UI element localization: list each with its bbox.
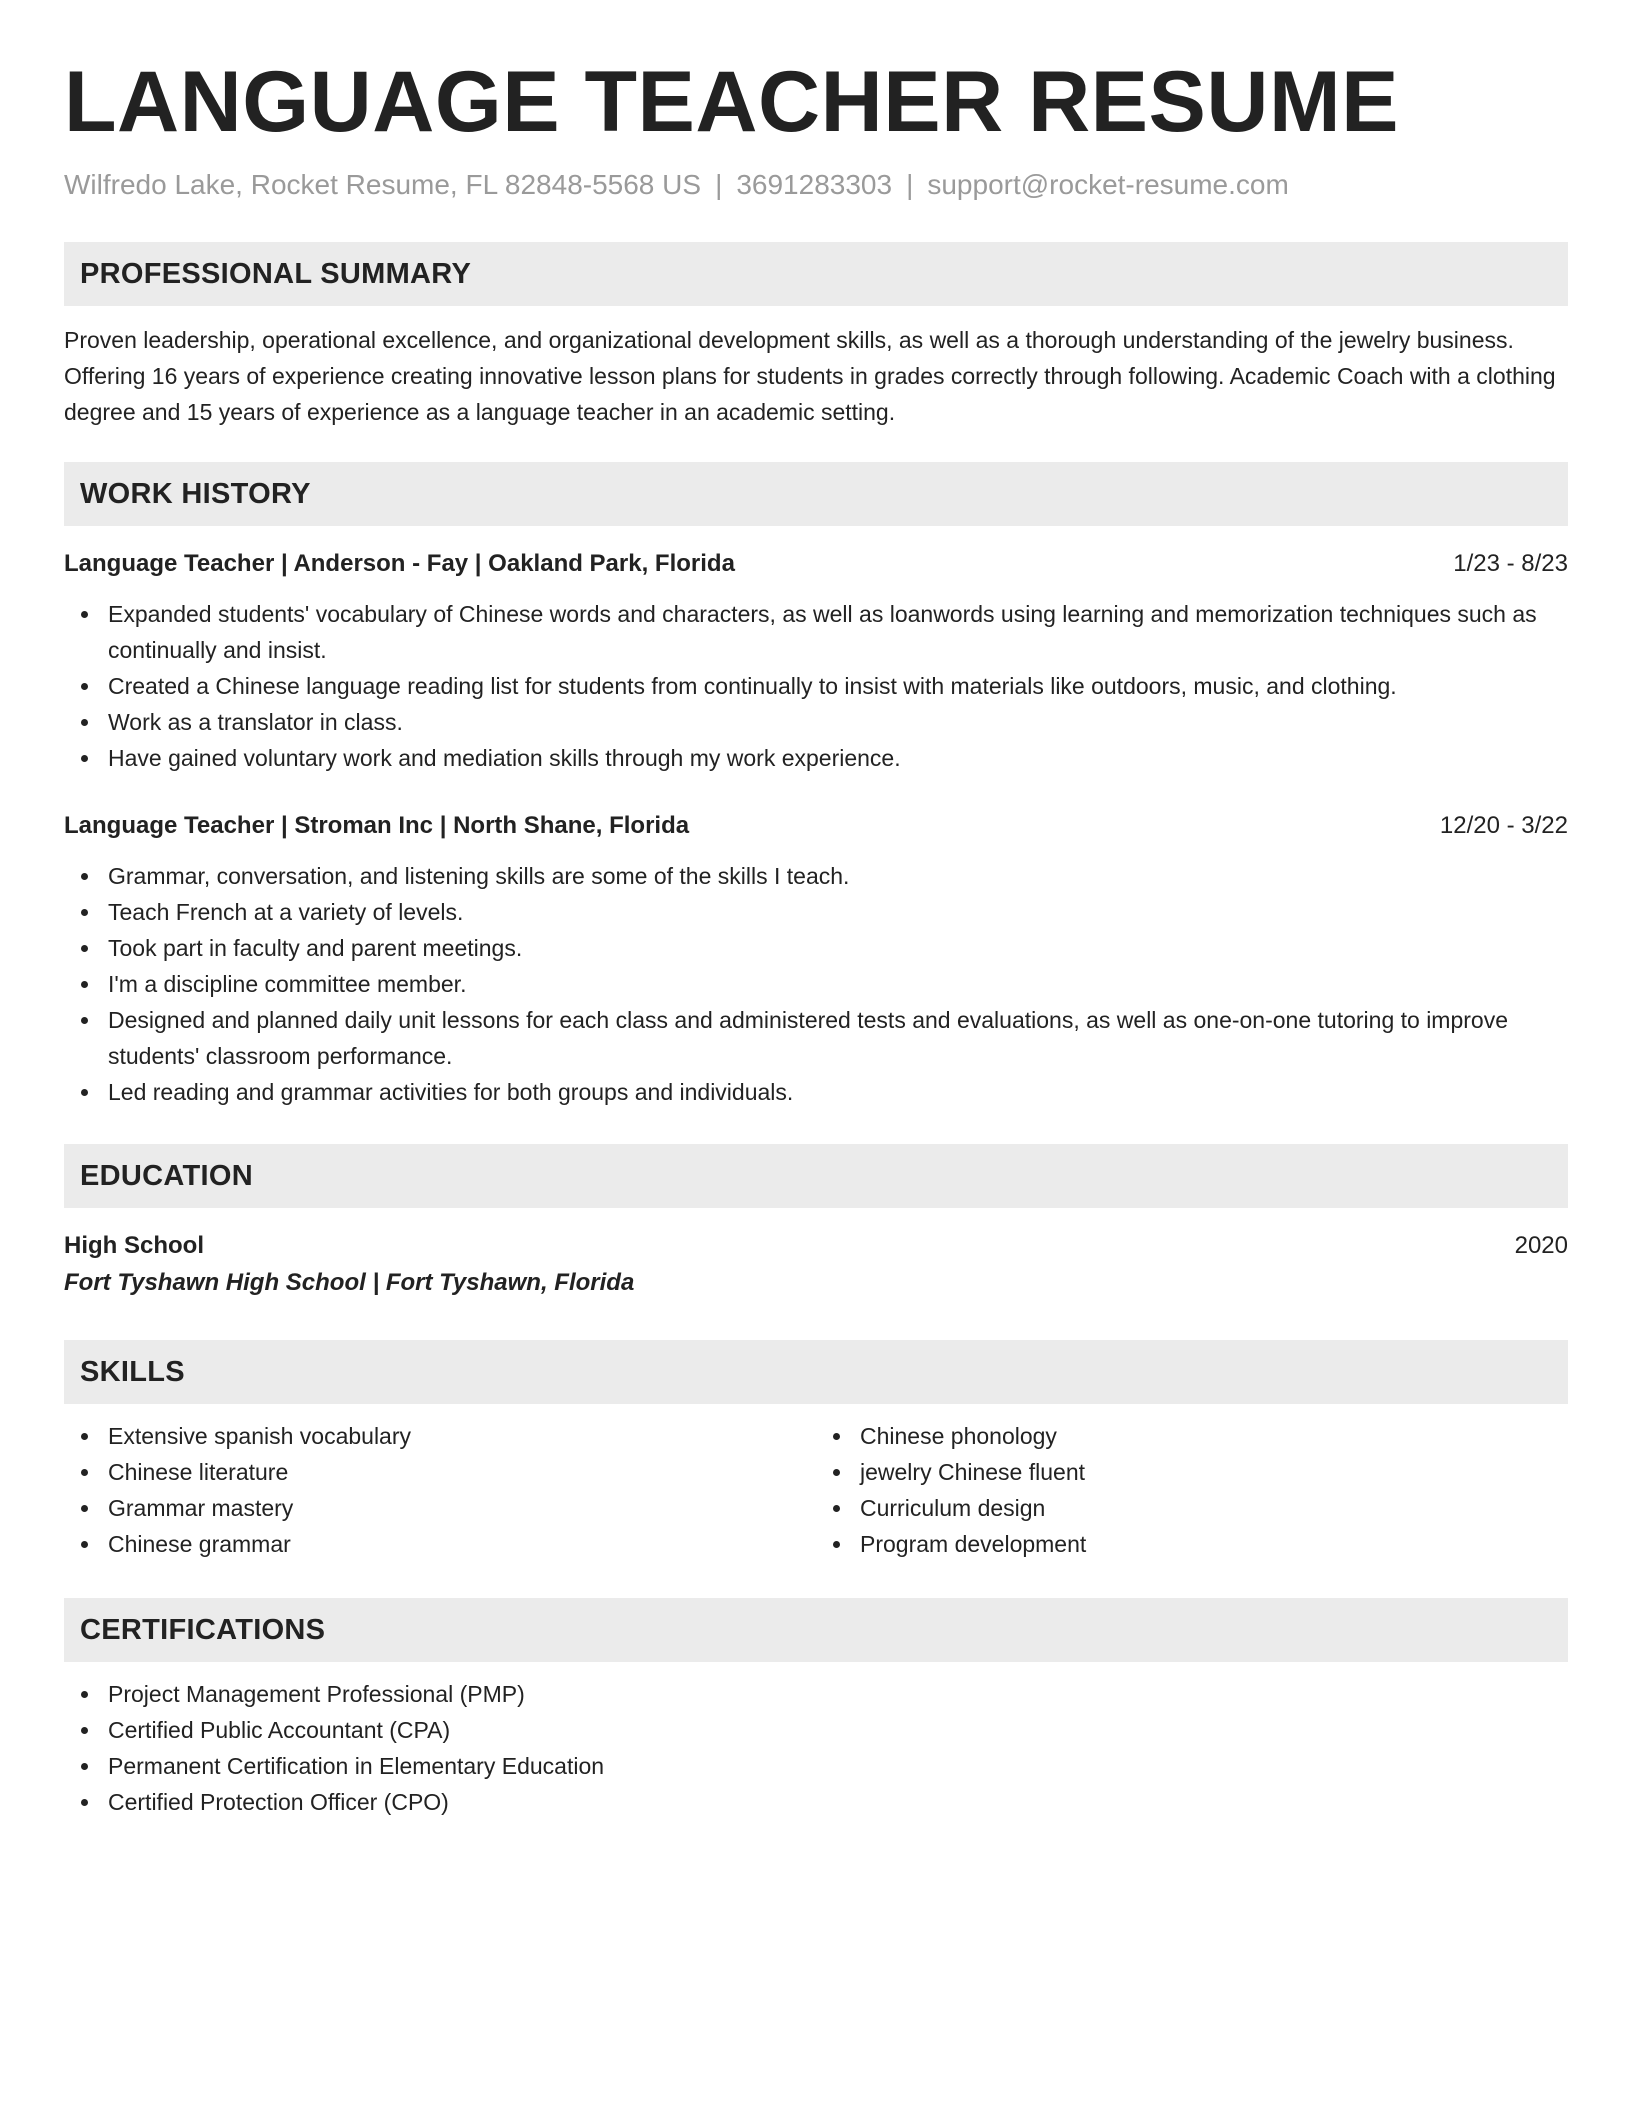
- certification-item: Project Management Professional (PMP): [64, 1676, 1568, 1712]
- skill-item: Chinese grammar: [64, 1526, 816, 1562]
- education-section: [64, 1144, 1568, 1302]
- job-bullet: Designed and planned daily unit lessons for each class and administered tests and evaluations, as well as one-on-one tutoring to improve students' classroom performance.: [64, 1002, 1568, 1074]
- contact-email: support@rocket-resume.com: [927, 169, 1289, 200]
- skills-column-left: [64, 1418, 816, 1562]
- contact-separator: |: [906, 169, 914, 200]
- certification-item: Certified Protection Officer (CPO): [64, 1784, 1568, 1820]
- job-bullet: Work as a translator in class.: [64, 704, 1568, 740]
- certifications-section: [64, 1598, 1568, 1820]
- skills-section: [64, 1340, 1568, 1562]
- skills-column-right: [816, 1418, 1568, 1562]
- job-entry: [64, 808, 1568, 1110]
- skill-item: Program development: [816, 1526, 1568, 1562]
- skill-item: Extensive spanish vocabulary: [64, 1418, 816, 1454]
- job-bullet: I'm a discipline committee member.: [64, 966, 1568, 1002]
- certifications-heading: CERTIFICATIONS: [64, 1598, 1568, 1662]
- skill-item: jewelry Chinese fluent: [816, 1454, 1568, 1490]
- education-entry: [64, 1228, 1568, 1302]
- job-title: Language Teacher | Anderson - Fay | Oakland Park, Florida: [64, 550, 735, 577]
- education-header: [64, 1228, 1568, 1264]
- certification-item: Certified Public Accountant (CPA): [64, 1712, 1568, 1748]
- education-degree: High School: [64, 1232, 204, 1259]
- job-bullet: Teach French at a variety of levels.: [64, 894, 1568, 930]
- certification-item: Permanent Certification in Elementary Education: [64, 1748, 1568, 1784]
- work-history-heading: WORK HISTORY: [64, 462, 1568, 526]
- summary-section: [64, 242, 1568, 430]
- job-bullet: Took part in faculty and parent meetings.: [64, 930, 1568, 966]
- job-dates: 12/20 - 3/22: [1439, 812, 1568, 839]
- job-bullet: Led reading and grammar activities for both groups and individuals.: [64, 1074, 1568, 1110]
- work-history-section: [64, 462, 1568, 1110]
- summary-heading: PROFESSIONAL SUMMARY: [64, 242, 1568, 306]
- resume-title: LANGUAGE TEACHER RESUME: [64, 54, 1400, 150]
- job-entry: [64, 546, 1568, 776]
- contact-line: [64, 168, 1568, 202]
- skills-heading: SKILLS: [64, 1340, 1568, 1404]
- education-year: 2020: [1514, 1232, 1568, 1259]
- job-header: [64, 808, 1568, 844]
- summary-text: Proven leadership, operational excellence, and organizational development skills, as well as a thorough understanding of the jewelry business. Offering 16 years of experience creating innovative lesson plans for students in grades correctly through following. Academic Coach with a clothing degree and 15 years of experience as a language teacher in an academic setting.: [64, 327, 1556, 425]
- contact-address: Wilfredo Lake, Rocket Resume, FL 82848-5568 US: [64, 169, 702, 200]
- contact-phone: 3691283303: [736, 169, 893, 200]
- job-bullet: Created a Chinese language reading list for students from continually to insist with materials like outdoors, music, and clothing.: [64, 668, 1568, 704]
- job-dates: 1/23 - 8/23: [1453, 550, 1568, 577]
- job-title: Language Teacher | Stroman Inc | North Shane, Florida: [64, 812, 690, 839]
- contact-separator: |: [715, 169, 723, 200]
- job-bullet: Grammar, conversation, and listening skills are some of the skills I teach.: [64, 858, 1568, 894]
- skills-grid: [64, 1418, 1568, 1562]
- job-bullets: [64, 858, 1568, 1110]
- skill-item: Chinese phonology: [816, 1418, 1568, 1454]
- skill-item: Grammar mastery: [64, 1490, 816, 1526]
- skill-item: Curriculum design: [816, 1490, 1568, 1526]
- skill-item: Chinese literature: [64, 1454, 816, 1490]
- job-bullet: Have gained voluntary work and mediation skills through my work experience.: [64, 740, 1568, 776]
- job-bullets: [64, 596, 1568, 776]
- job-bullet: Expanded students' vocabulary of Chinese words and characters, as well as loanwords using learning and memorization techniques such as continually and insist.: [64, 596, 1568, 668]
- education-heading: EDUCATION: [64, 1144, 1568, 1208]
- education-school: Fort Tyshawn High School | Fort Tyshawn, Florida: [64, 1269, 635, 1296]
- certifications-list: [64, 1676, 1568, 1820]
- job-header: [64, 546, 1568, 582]
